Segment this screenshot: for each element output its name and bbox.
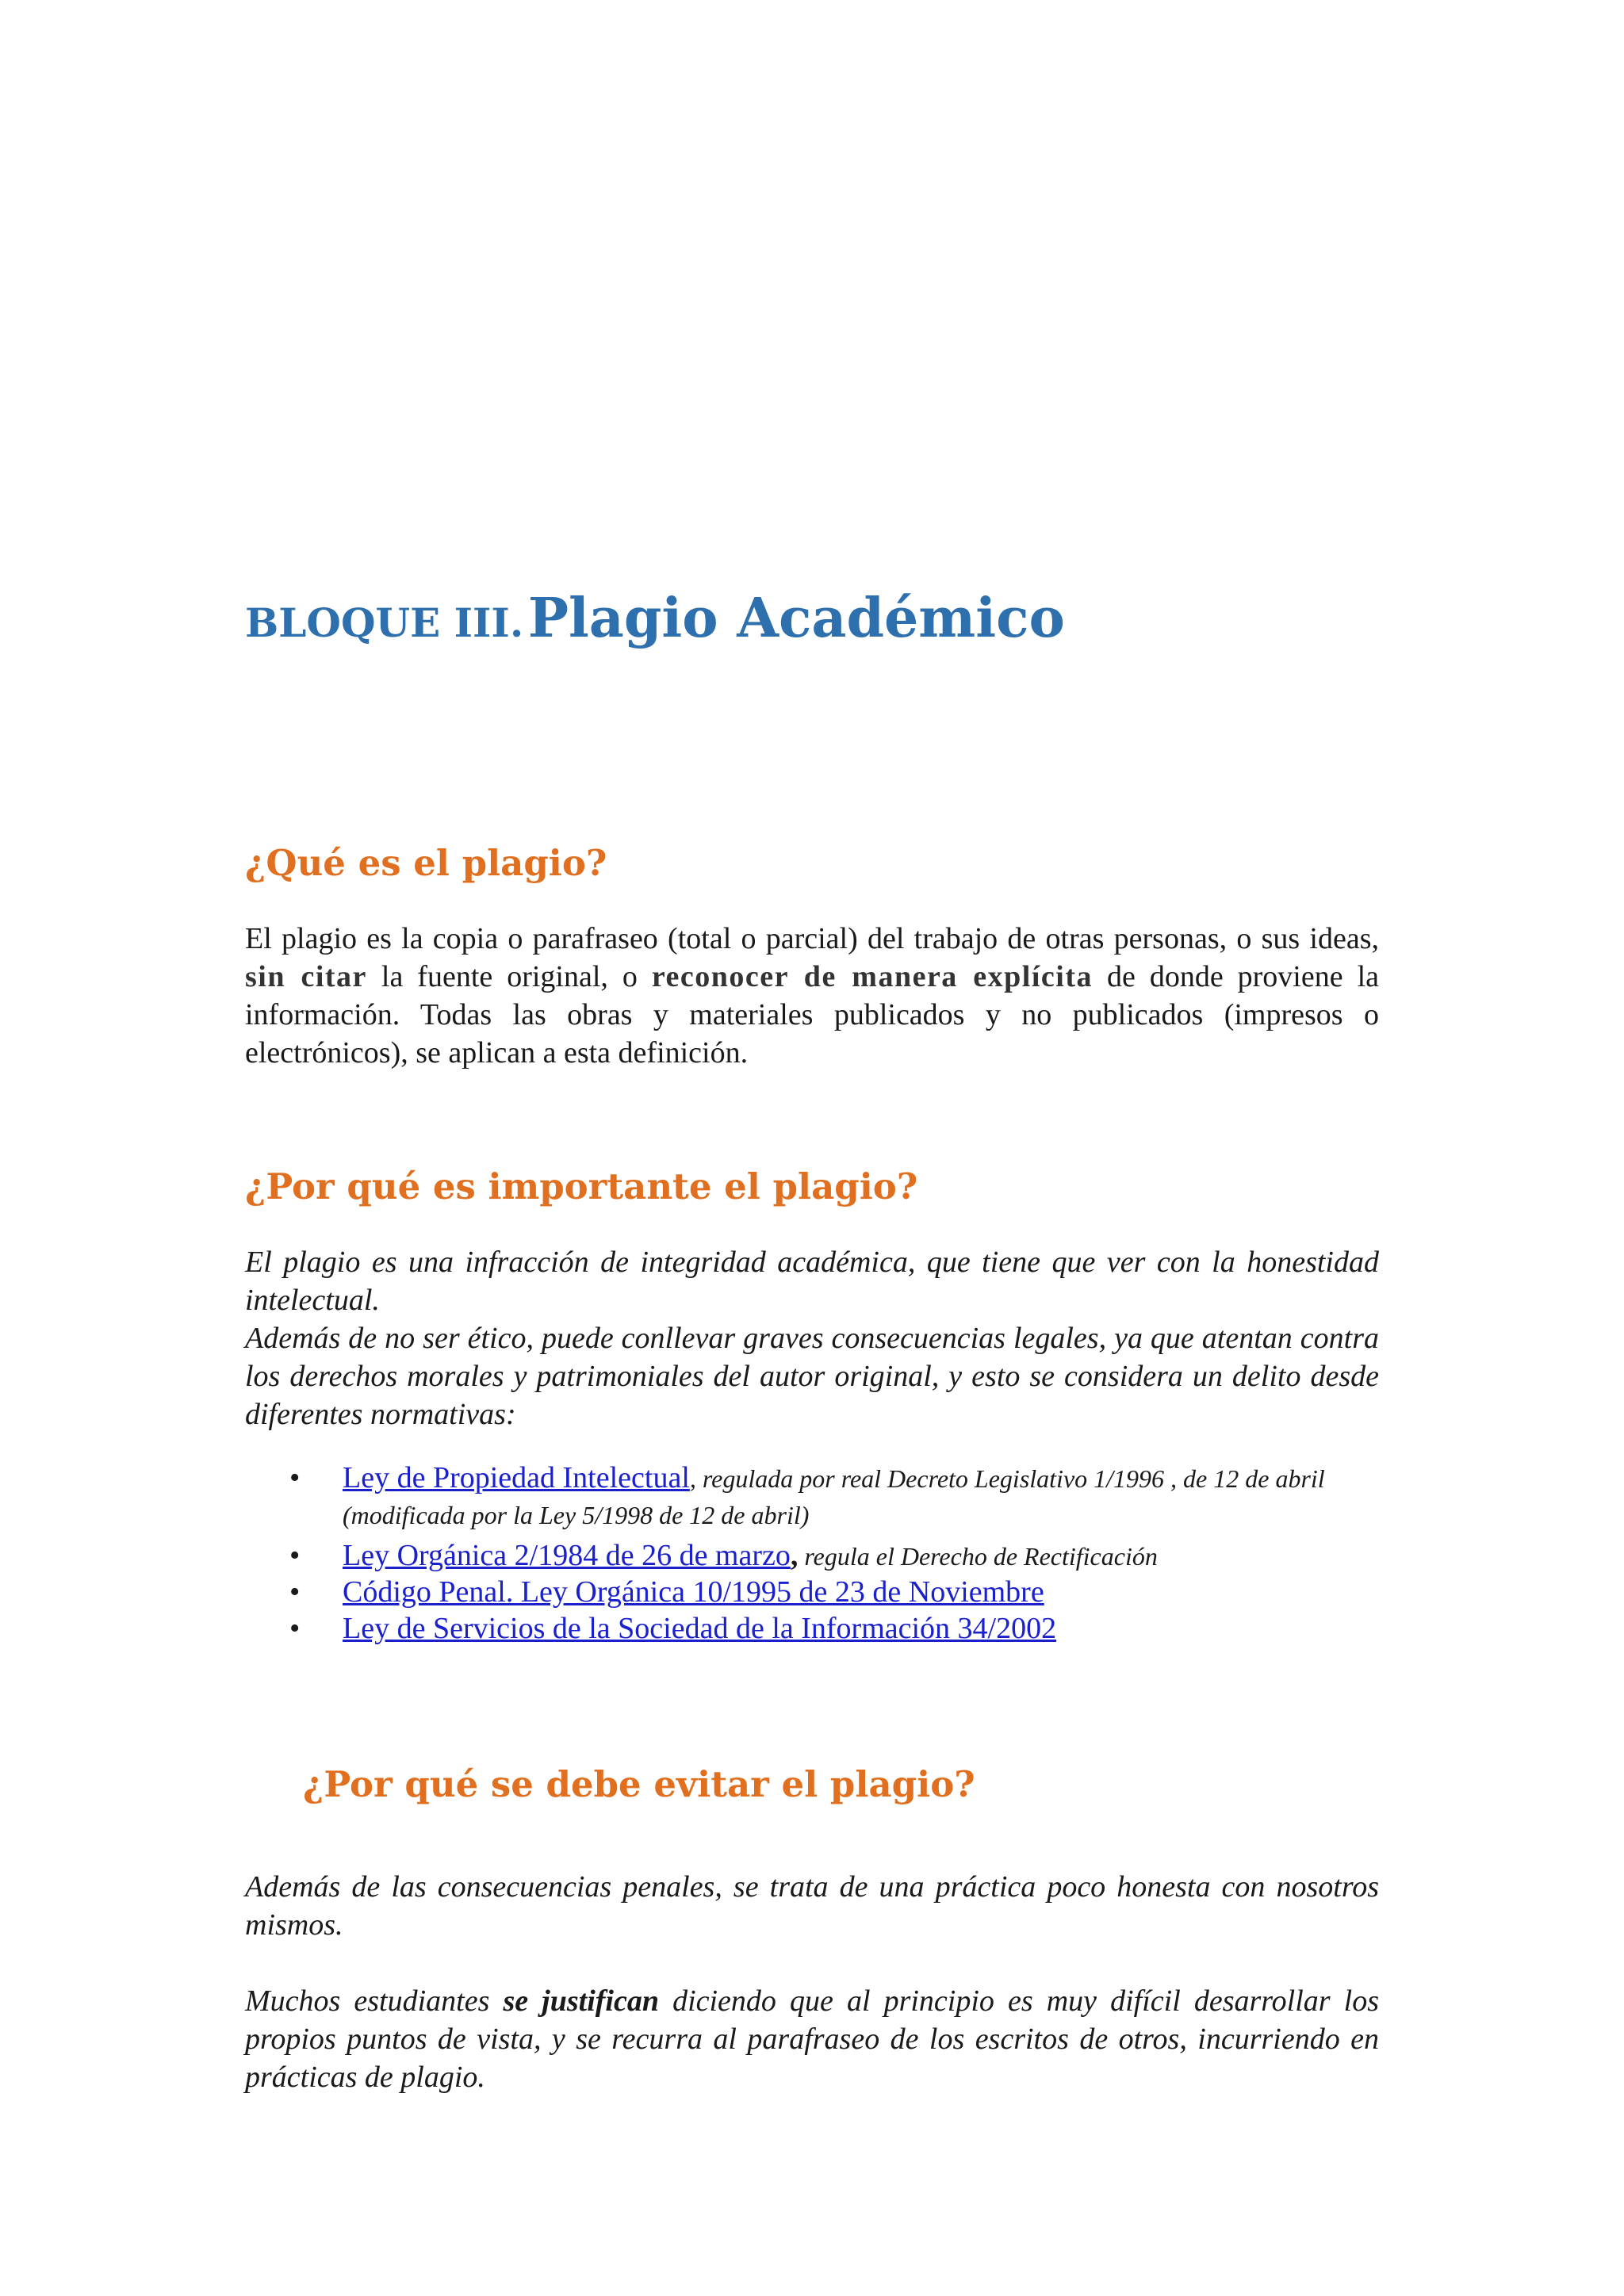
heading-por-que-es-importante: ¿Por qué es importante el plagio? (245, 1165, 918, 1207)
link-ley-servicios-sociedad-informacion[interactable]: Ley de Servicios de la Sociedad de la Información 34/2002 (343, 1612, 1057, 1645)
definition-text-b: la fuente original, o (381, 960, 638, 993)
law-note: regula el Derecho de Rectificación (798, 1542, 1158, 1571)
heading-que-es-el-plagio: ¿Qué es el plagio? (245, 842, 607, 884)
avoid-text-2b: diciendo que al principio es muy difícil desarrollar los propios puntos de vista, y se recurra al parafraseo de los escritos de otros, incurriendo en prácticas de plagio. (245, 1984, 1379, 2094)
law-note-comma: , (790, 1539, 799, 1572)
importance-paragraph (245, 1243, 1379, 1433)
definition-text-c: de donde proviene la información. Todas las obras y materiales publicados y no publicados (impresos o electrónicos), se aplican a esta definición. (245, 960, 1380, 1070)
importance-text-2: Además de no ser ético, puede conllevar graves consecuencias legales, ya que atentan contra los derechos morales y patrimoniales del autor original, y esto se considera un delito desde diferentes normativas: (245, 1322, 1379, 1431)
list-item (245, 1460, 1379, 1533)
laws-list (245, 1460, 1379, 1646)
list-item (245, 1575, 1379, 1609)
definition-paragraph (245, 920, 1379, 1072)
title-main: Plagio Académico (527, 587, 1065, 650)
importance-text-1: El plagio es una infracción de integridad académica, que tiene que ver con la honestidad intelectual. (245, 1246, 1379, 1317)
list-item (245, 1538, 1379, 1573)
link-ley-organica-2-1984[interactable]: Ley Orgánica 2/1984 de 26 de marzo (343, 1539, 791, 1572)
list-item (245, 1611, 1379, 1646)
avoid-paragraph-2 (245, 1982, 1379, 2096)
page-title (245, 587, 1065, 650)
avoid-paragraph-1 (245, 1868, 1379, 1944)
link-ley-propiedad-intelectual[interactable]: Ley de Propiedad Intelectual (343, 1461, 690, 1494)
law-note: , regulada por real Decreto Legislativo 1/1996 , de 12 de abril (modificada por la Ley 5/1998 de 12 de abril) (343, 1464, 1325, 1529)
definition-text-a: El plagio es la copia o parafraseo (total o parcial) del trabajo de otras personas, o sus ideas, (245, 922, 1379, 955)
link-codigo-penal[interactable]: Código Penal. Ley Orgánica 10/1995 de 23 de Noviembre (343, 1575, 1044, 1609)
bullet-icon: • (289, 1612, 301, 1645)
bullet-icon: • (289, 1539, 301, 1572)
avoid-text-2a: Muchos estudiantes (245, 1984, 490, 2018)
definition-bold-reconocer: reconocer de manera explícita (651, 960, 1093, 993)
title-prefix: BLOQUE III. (245, 599, 524, 646)
heading-por-que-se-debe-evitar: ¿Por qué se debe evitar el plagio? (303, 1763, 975, 1805)
definition-bold-sin-citar: sin citar (245, 960, 367, 993)
avoid-text-1: Además de las consecuencias penales, se trata de una práctica poco honesta con nosotros mismos. (245, 1870, 1379, 1942)
avoid-bold-se-justifican: se justifican (503, 1984, 659, 2018)
bullet-icon: • (289, 1575, 301, 1609)
bullet-icon: • (289, 1461, 301, 1494)
